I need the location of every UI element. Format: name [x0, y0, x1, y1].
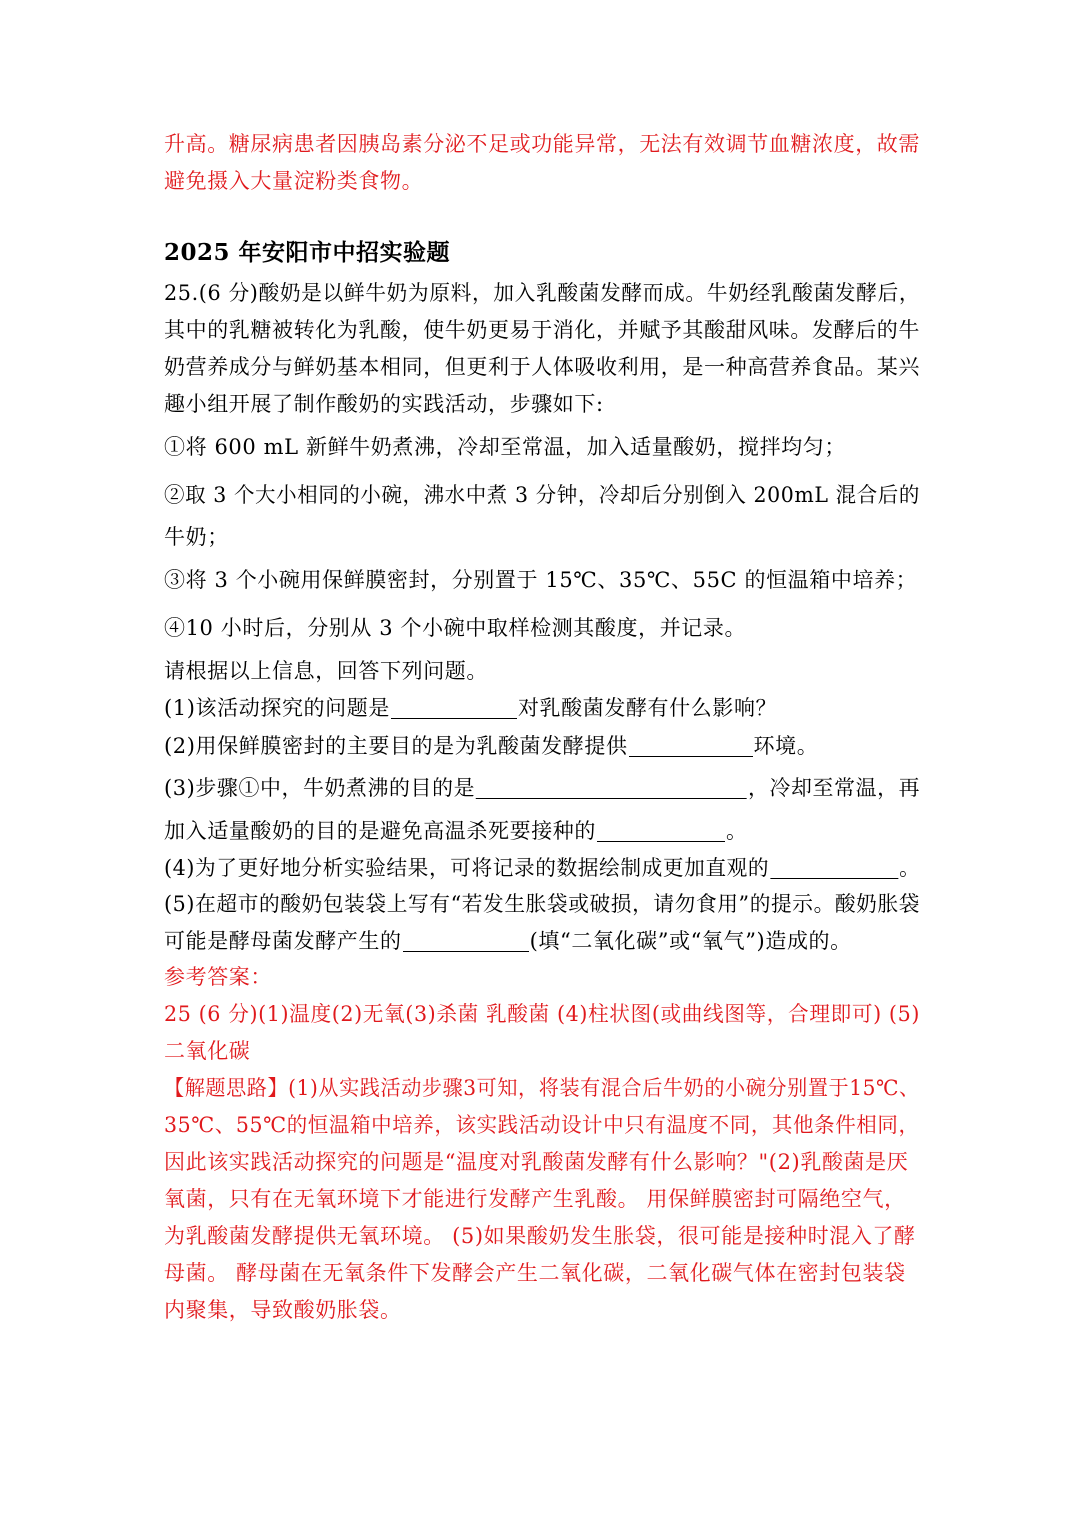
sub-question-3-line-1 — [164, 773, 920, 803]
sub-question-5-text-a: 可能是酵母菌发酵产生的 — [164, 929, 402, 953]
step-2-line-1: ②取 3 个大小相同的小碗，沸水中煮 3 分钟，冷却后分别倒入 200mL 混合后的 — [164, 483, 920, 507]
answer-blank-6 — [403, 929, 529, 952]
sub-question-4 — [164, 853, 920, 883]
analysis-line-1: 【解题思路】(1)从实践活动步骤3可知，将装有混合后牛奶的小碗分别置于15℃、 — [164, 1076, 920, 1100]
question-prompt: 请根据以上信息，回答下列问题。 — [164, 659, 488, 683]
step-2-line-2: 牛奶； — [164, 525, 229, 549]
analysis-line-3: 因此该实践活动探究的问题是“温度对乳酸菌发酵有什么影响？"(2)乳酸菌是厌 — [164, 1150, 909, 1174]
step-4: ④10 小时后，分别从 3 个小碗中取样检测其酸度，并记录。 — [164, 616, 747, 640]
analysis-line-6: 母菌。 酵母菌在无氧条件下发酵会产生二氧化碳，二氧化碳气体在密封包装袋 — [164, 1261, 906, 1285]
answer-blank-2 — [629, 734, 753, 757]
sub-question-2 — [164, 731, 818, 761]
section-title: 2025 年安阳市中招实验题 — [164, 239, 451, 266]
sub-question-2-text-b: 环境。 — [753, 734, 819, 758]
sub-question-3-text-b: ，冷却至常温，再 — [748, 776, 921, 800]
sub-question-4-text-b: 。 — [899, 856, 921, 880]
analysis-line-4: 氧菌，只有在无氧环境下才能进行发酵产生乳酸。 用保鲜膜密封可隔绝空气， — [164, 1187, 906, 1211]
sub-question-1-text-a: (1)该活动探究的问题是 — [164, 696, 390, 720]
step-1: ①将 600 mL 新鲜牛奶煮沸，冷却至常温，加入适量酸奶，搅拌均匀； — [164, 435, 846, 459]
answer-label: 参考答案： — [164, 965, 272, 989]
sub-question-3-line-2 — [164, 816, 748, 846]
step-3: ③将 3 个小碗用保鲜膜密封，分别置于 15℃、35℃、55C 的恒温箱中培养； — [164, 568, 918, 592]
question-stem-line-2: 其中的乳糖被转化为乳酸，使牛奶更易于消化，并赋予其酸甜风味。发酵后的牛 — [164, 318, 920, 342]
answer-line-2: 二氧化碳 — [164, 1039, 251, 1063]
sub-question-5-line-1: (5)在超市的酸奶包装袋上写有“若发生胀袋或破损，请勿食用”的提示。酸奶胀袋 — [164, 892, 921, 916]
question-stem-line-4: 趣小组开展了制作酸奶的实践活动，步骤如下: — [164, 392, 604, 416]
sub-question-3-text-d: 。 — [726, 819, 748, 843]
question-stem-line-1: 25.(6 分)酸奶是以鲜牛奶为原料，加入乳酸菌发酵而成。牛奶经乳酸菌发酵后， — [164, 281, 921, 305]
sub-question-4-text-a: (4)为了更好地分析实验结果，可将记录的数据绘制成更加直观的 — [164, 856, 770, 880]
sub-question-3-text-c: 加入适量酸奶的目的是避免高温杀死要接种的 — [164, 819, 596, 843]
answer-blank-1 — [391, 696, 517, 719]
intro-line-2: 避免摄入大量淀粉类食物。 — [164, 169, 424, 193]
answer-blank-3 — [476, 776, 747, 799]
sub-question-1-text-b: 对乳酸菌发酵有什么影响？ — [517, 696, 778, 720]
sub-question-5-text-b: (填“二氧化碳”或“氧气”)造成的。 — [529, 929, 852, 953]
sub-question-5-line-2 — [164, 926, 852, 956]
sub-question-3-text-a: (3)步骤①中，牛奶煮沸的目的是 — [164, 776, 476, 800]
answer-blank-4 — [597, 819, 725, 842]
answer-blank-5 — [770, 856, 898, 879]
answer-line-1: 25 (6 分)(1)温度(2)无氧(3)杀菌 乳酸菌 (4)柱状图(或曲线图等，合理即可) (5) — [164, 1002, 920, 1026]
question-stem-line-3: 奶营养成分与鲜奶基本相同，但更利于人体吸收利用，是一种高营养食品。某兴 — [164, 355, 920, 379]
sub-question-2-text-a: (2)用保鲜膜密封的主要目的是为乳酸菌发酵提供 — [164, 734, 628, 758]
intro-line-1: 升高。糖尿病患者因胰岛素分泌不足或功能异常，无法有效调节血糖浓度，故需 — [164, 132, 920, 156]
analysis-line-7: 内聚集，导致酸奶胀袋。 — [164, 1298, 402, 1322]
sub-question-1 — [164, 693, 777, 723]
analysis-line-2: 35℃、55℃的恒温箱中培养，该实践活动设计中只有温度不同，其他条件相同， — [164, 1113, 920, 1137]
analysis-line-5: 为乳酸菌发酵提供无氧环境。 (5)如果酸奶发生胀袋，很可能是接种时混入了酵 — [164, 1224, 916, 1248]
